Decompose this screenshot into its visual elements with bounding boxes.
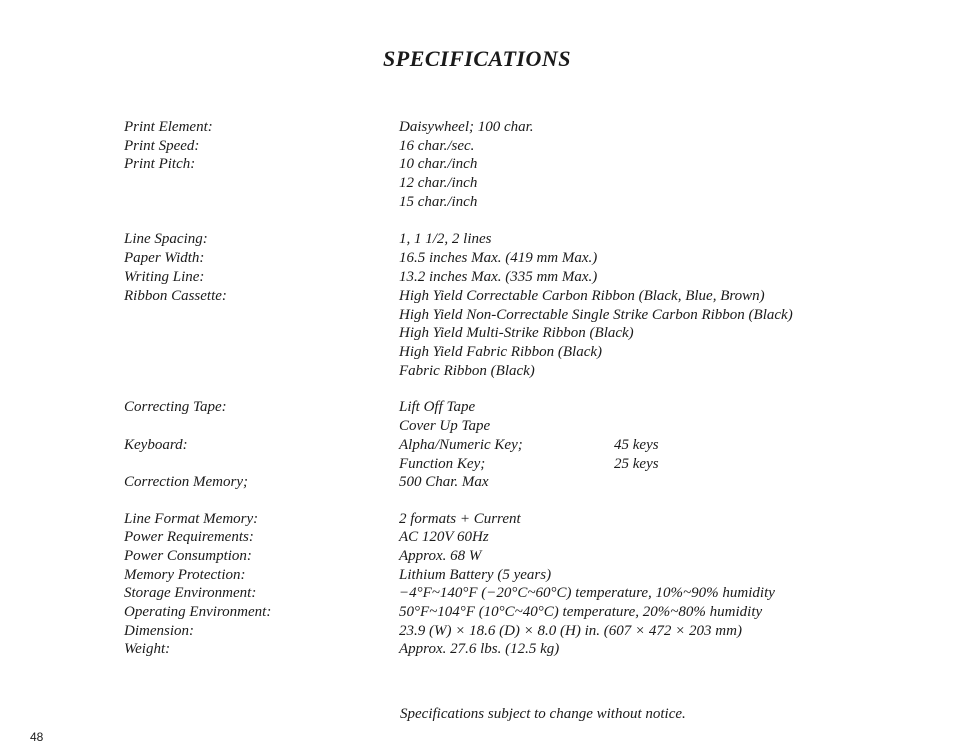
spec-value: 10 char./inch xyxy=(399,156,478,172)
spec-value: High Yield Multi-Strike Ribbon (Black) xyxy=(399,325,634,341)
spec-row xyxy=(0,268,954,287)
spec-label: Weight: xyxy=(124,641,171,657)
spec-label: Power Consumption: xyxy=(124,548,252,564)
spec-row xyxy=(0,436,954,455)
spec-value: −4°F~140°F (−20°C~60°C) temperature, 10%~90% humidity xyxy=(399,585,775,601)
spec-value: Lithium Battery (5 years) xyxy=(399,567,552,583)
spec-row xyxy=(0,324,954,343)
spec-row xyxy=(0,118,954,137)
spec-value: High Yield Fabric Ribbon (Black) xyxy=(399,344,603,360)
spec-row xyxy=(0,155,954,174)
spec-label: Memory Protection: xyxy=(124,567,246,583)
spec-label: Operating Environment: xyxy=(124,604,272,620)
spec-label: Storage Environment: xyxy=(124,585,257,601)
spec-row xyxy=(0,230,954,249)
spec-label: Line Spacing: xyxy=(124,231,208,247)
spec-label: Correction Memory; xyxy=(124,474,248,490)
spec-value: High Yield Non-Correctable Single Strike Carbon Ribbon (Black) xyxy=(399,307,793,323)
spec-label: Power Requirements: xyxy=(124,529,254,545)
spec-row xyxy=(0,547,954,566)
spec-row xyxy=(0,455,954,474)
spec-row xyxy=(0,362,954,381)
page-title: SPECIFICATIONS xyxy=(383,46,571,71)
spec-row xyxy=(0,287,954,306)
spec-label: Print Speed: xyxy=(124,138,200,154)
spec-row xyxy=(0,622,954,641)
spec-value: 50°F~104°F (10°C~40°C) temperature, 20%~80% humidity xyxy=(399,604,763,620)
spec-label: Paper Width: xyxy=(124,250,205,266)
spec-label: Correcting Tape: xyxy=(124,399,227,415)
spec-value: AC 120V 60Hz xyxy=(399,529,489,545)
spec-value: 500 Char. Max xyxy=(399,474,489,490)
spec-label: Dimension: xyxy=(124,623,194,639)
spec-row xyxy=(0,249,954,268)
spec-row xyxy=(0,528,954,547)
spec-row xyxy=(0,174,954,193)
spec-key-count: 25 keys xyxy=(614,456,659,472)
spec-row xyxy=(0,473,954,492)
spec-value: 16.5 inches Max. (419 mm Max.) xyxy=(399,250,598,266)
spec-row xyxy=(0,137,954,156)
spec-row xyxy=(0,603,954,622)
spec-value: Cover Up Tape xyxy=(399,418,491,434)
spec-label: Ribbon Cassette: xyxy=(124,288,227,304)
spec-row xyxy=(0,510,954,529)
spec-row xyxy=(0,398,954,417)
page-number: 48 xyxy=(30,730,44,744)
spec-value: 2 formats + Current xyxy=(399,511,521,527)
spec-value: Function Key; xyxy=(399,456,486,472)
spec-label: Print Pitch: xyxy=(124,156,196,172)
spec-value: Alpha/Numeric Key; xyxy=(399,437,523,453)
spec-label: Print Element: xyxy=(124,119,213,135)
spec-value: Fabric Ribbon (Black) xyxy=(399,363,535,379)
spec-value: 23.9 (W) × 18.6 (D) × 8.0 (H) in. (607 × 472 × 203 mm) xyxy=(399,623,742,639)
footer-note: Specifications subject to change without notice. xyxy=(400,706,686,722)
spec-value: 16 char./sec. xyxy=(399,138,475,154)
spec-label: Line Format Memory: xyxy=(124,511,259,527)
spec-row xyxy=(0,584,954,603)
spec-row xyxy=(0,417,954,436)
spec-value: Approx. 68 W xyxy=(399,548,482,564)
spec-value: 12 char./inch xyxy=(399,175,478,191)
spec-value: Daisywheel; 100 char. xyxy=(399,119,534,135)
spec-row xyxy=(0,306,954,325)
spec-key-count: 45 keys xyxy=(614,437,659,453)
spec-row xyxy=(0,343,954,362)
spec-label: Writing Line: xyxy=(124,269,205,285)
spec-row xyxy=(0,193,954,212)
spec-value: 15 char./inch xyxy=(399,194,478,210)
spec-label: Keyboard: xyxy=(124,437,188,453)
spec-value: 13.2 inches Max. (335 mm Max.) xyxy=(399,269,598,285)
spec-value: High Yield Correctable Carbon Ribbon (Black, Blue, Brown) xyxy=(399,288,765,304)
spec-value: 1, 1 1/2, 2 lines xyxy=(399,231,492,247)
spec-row xyxy=(0,566,954,585)
spec-value: Lift Off Tape xyxy=(399,399,476,415)
spec-value: Approx. 27.6 lbs. (12.5 kg) xyxy=(399,641,560,657)
spec-row xyxy=(0,640,954,659)
